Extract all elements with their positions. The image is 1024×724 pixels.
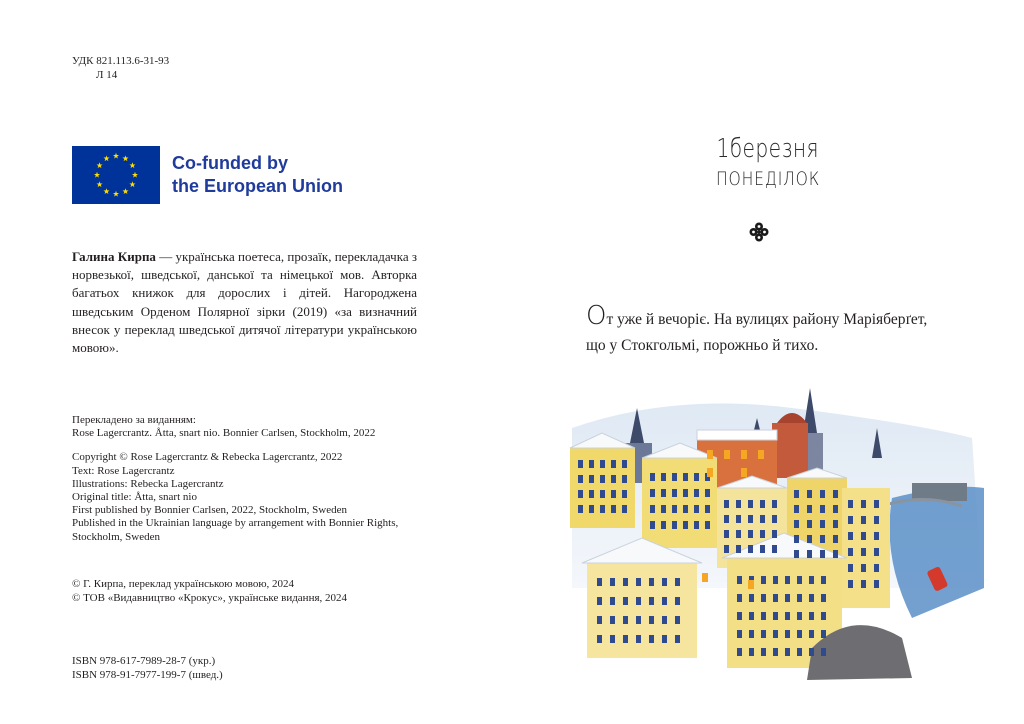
eu-logo-line2: the European Union	[172, 176, 343, 196]
isbn-line: ISBN 978-617-7989-28-7 (укр.)	[72, 655, 216, 667]
eu-logo-line1: Co-funded by	[172, 153, 288, 173]
copyright-line: Illustrations: Rebecka Lagercrantz	[72, 477, 224, 490]
copyright-line: Copyright © Rose Lagercrantz & Rebecka Lagercrantz, 2022	[72, 451, 343, 464]
copyright-line: Original title: Åtta, snart nio	[72, 491, 197, 504]
weekday-heading: ПОНЕДІЛОК	[715, 168, 821, 190]
eu-flag-icon	[72, 146, 160, 204]
credits	[72, 414, 462, 555]
drop-cap: О	[586, 301, 607, 331]
translated-from-source: Rose Lagercrantz. Åtta, snart nio. Bonnier Carlsen, Stockholm, 2022	[72, 427, 376, 440]
story-text	[586, 301, 1006, 359]
udk-code: УДК 821.113.6-31-93	[72, 55, 170, 67]
translated-from-label: Перекладено за виданням:	[72, 414, 196, 426]
copyright-block	[72, 451, 462, 543]
flower-ornament-icon	[748, 221, 770, 243]
isbn-block	[72, 655, 223, 682]
chapter-date	[512, 134, 1024, 190]
story-line1	[586, 301, 1006, 333]
copyright-line: Published in the Ukrainian language by arrangement with Bonnier Rights,	[72, 517, 399, 530]
library-code: Л 14	[96, 69, 118, 81]
rights-line: © Г. Кирпа, переклад українською мовою, 2024	[72, 578, 295, 590]
copyright-line: Stockholm, Sweden	[72, 530, 160, 543]
translation-source	[72, 414, 462, 440]
rights-line: © ТОВ «Видавництво «Крокус», українське видання, 2024	[72, 592, 348, 604]
udk-classification	[72, 54, 169, 82]
author-bio	[72, 248, 417, 357]
eu-logo-text	[172, 152, 343, 198]
copyright-line: Text: Rose Lagercrantz	[72, 464, 175, 477]
bio-text: — українська поетеса, прозаїк, перекладачка з норвезької, шведської, данської та німецької мов. Авторка багатьох книжок для дорослих і дітей. Нагороджена шведським Орденом Полярної зірки (2019) «за визначний внесок у переклад шведської дитячої літератури українською мовою».	[72, 249, 418, 356]
eu-cofunded-logo	[72, 146, 343, 204]
isbn-line: ISBN 978-91-7977-199-7 (швед.)	[72, 668, 223, 681]
story-line1-text: т уже й вечоріє. На вулицях району Маріяберґет,	[606, 311, 928, 328]
story-line2: що у Стокгольмі, порожньо й тихо.	[586, 337, 819, 354]
right-page	[512, 0, 1024, 724]
author-name: Галина Кирпа	[72, 249, 156, 264]
copyright-line: First published by Bonnier Carlsen, 2022, Stockholm, Sweden	[72, 504, 347, 517]
date-heading: 1березня	[716, 134, 820, 164]
rights-block	[72, 577, 347, 605]
stockholm-illustration	[552, 388, 992, 688]
